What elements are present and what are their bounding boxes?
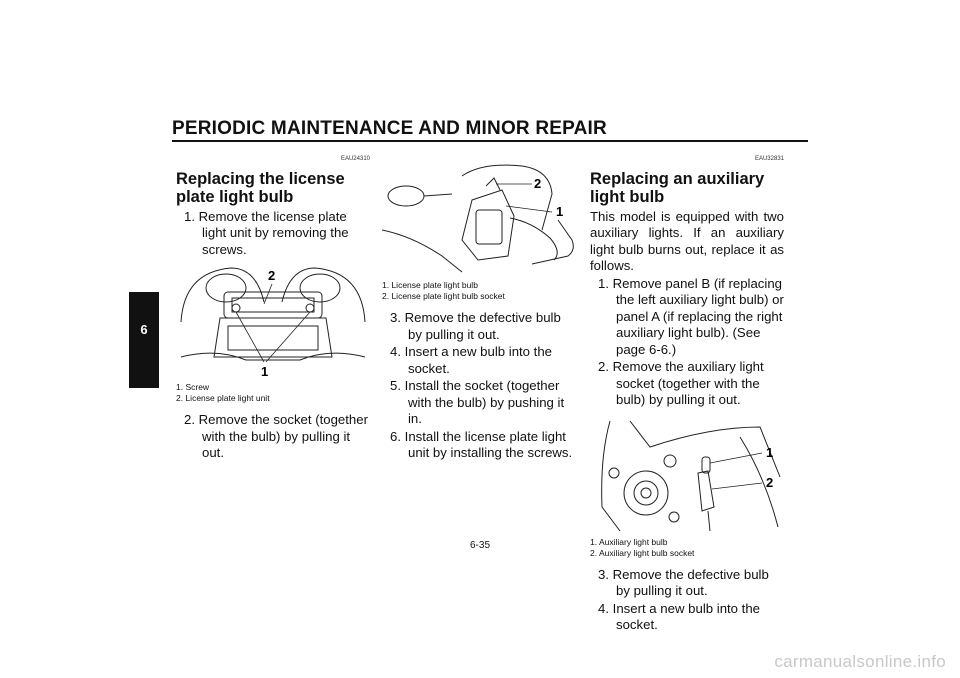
caption-item: 1. Auxiliary light bulb bbox=[590, 536, 668, 547]
license-plate-bulb-illustration bbox=[382, 160, 576, 278]
license-plate-unit-illustration bbox=[176, 262, 370, 380]
step-list bbox=[382, 310, 576, 462]
step-item: 2. Remove the socket (together with the bulb) by pulling it out. bbox=[184, 412, 368, 460]
column-license-plate-continued bbox=[382, 160, 576, 463]
page-number: 6-35 bbox=[469, 540, 490, 551]
header-rule bbox=[172, 140, 808, 142]
callout-2: 2 bbox=[268, 268, 276, 283]
step-item: 5. Install the socket (together with the bulb) by pushing it in. bbox=[390, 378, 565, 426]
auxiliary-light-illustration bbox=[590, 417, 784, 535]
column-license-plate bbox=[176, 151, 370, 463]
chapter-tab-number: 6 bbox=[140, 322, 148, 337]
step-item: 1. Remove panel B (if replacing the left auxiliary light bulb) or panel A (if replacing the right auxiliary light bulb). (See page 6-6.) bbox=[598, 275, 784, 357]
figure-license-plate-bulb bbox=[382, 160, 576, 278]
step-item: 6. Install the license plate light unit by installing the screws. bbox=[390, 428, 573, 460]
callout-1: 1 bbox=[766, 444, 774, 460]
step-list bbox=[590, 567, 784, 634]
figure-captions bbox=[590, 537, 784, 559]
section-code: EAU32831 bbox=[754, 156, 784, 162]
section-heading: Replacing an auxiliary light bulb bbox=[590, 169, 765, 206]
caption-item: 1. License plate light bulb bbox=[382, 280, 478, 290]
figure-auxiliary-light bbox=[590, 417, 784, 535]
watermark: carmanualsonline.info bbox=[774, 652, 946, 671]
caption-item: 1. Screw bbox=[176, 382, 210, 392]
chapter-tab bbox=[129, 292, 159, 388]
figure-captions bbox=[176, 382, 370, 404]
step-item: 4. Insert a new bulb into the socket. bbox=[598, 600, 761, 632]
callout-1: 1 bbox=[556, 204, 564, 219]
column-auxiliary-light bbox=[590, 151, 784, 635]
step-item: 4. Insert a new bulb into the socket. bbox=[390, 344, 553, 376]
figure-captions bbox=[382, 280, 576, 302]
section-code: EAU24310 bbox=[340, 156, 370, 162]
step-list bbox=[176, 412, 370, 462]
step-item: 1. Remove the license plate light unit by removing the screws. bbox=[184, 208, 349, 257]
callout-2: 2 bbox=[534, 176, 542, 191]
step-list bbox=[590, 276, 784, 409]
caption-item: 2. License plate light bulb socket bbox=[382, 291, 505, 301]
step-list bbox=[176, 209, 370, 259]
caption-item: 2. Auxiliary light bulb socket bbox=[590, 547, 695, 558]
callout-2: 2 bbox=[766, 474, 774, 490]
step-item: 2. Remove the auxiliary light socket (together with the bulb) by pulling it out. bbox=[598, 359, 764, 407]
section-heading: Replacing the license plate light bulb bbox=[176, 169, 345, 206]
caption-item: 2. License plate light unit bbox=[176, 393, 270, 403]
step-item: 3. Remove the defective bulb by pulling it out. bbox=[598, 566, 769, 598]
callout-1: 1 bbox=[261, 364, 269, 379]
page-header-title: PERIODIC MAINTENANCE AND MINOR REPAIR bbox=[172, 118, 607, 139]
figure-license-plate-unit bbox=[176, 262, 370, 380]
step-item: 3. Remove the defective bulb by pulling it out. bbox=[390, 310, 561, 342]
intro-paragraph: This model is equipped with two auxiliary lights. If an auxiliary light bulb burns out, replace it as follows. bbox=[590, 208, 784, 273]
